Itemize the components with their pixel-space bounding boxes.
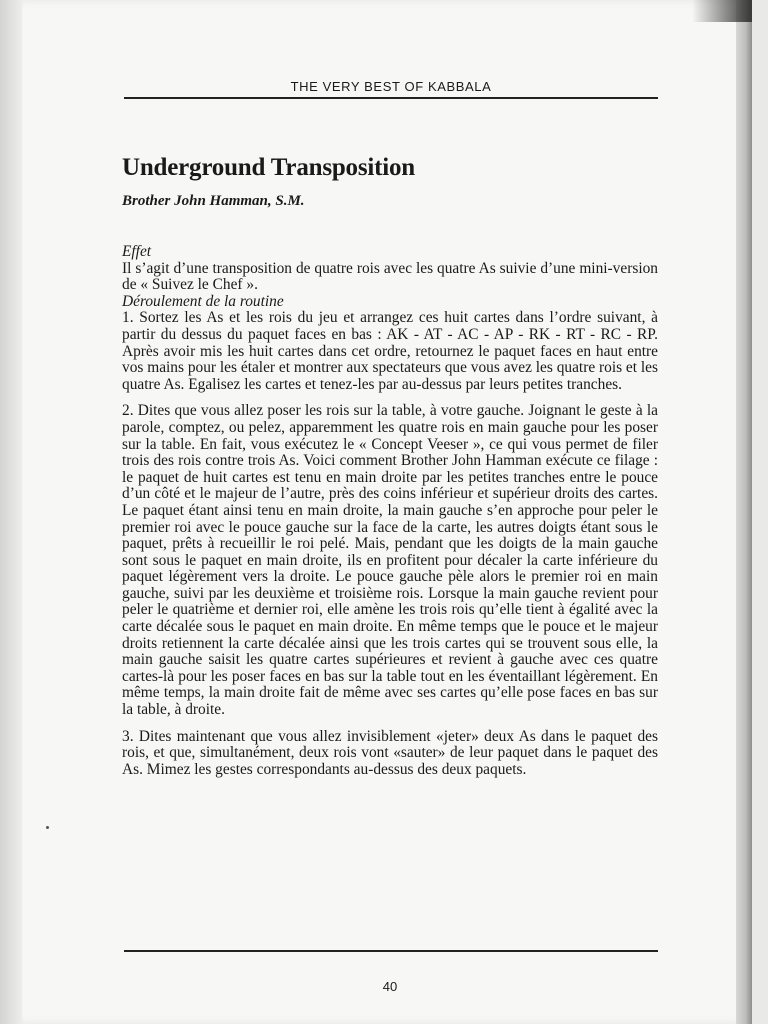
article-author: Brother John Hamman, S.M. xyxy=(122,193,305,209)
step-paragraph-2: 2. Dites que vous allez poser les rois sur la table, à votre gauche. Joignant le geste à la parole, comptez, ou pelez, apparemment les quatre rois en main gauche pour les poser sur la table. En fait, vous exécutez le « Concept Veeser », ce qui vous permet de filer trois des rois contre trois As. Voici comment Brother John Hamman exécute ce filage : le paquet de huit cartes est tenu en main droite par les petites tranches entre le pouce d’un côté et le majeur de l’autre, près des coins inférieur et supérieur droits des cartes. Le paquet étant ainsi tenu en main droite, la main gauche s’en approche pour peler le premier roi avec le pouce gauche sur la face de la carte, les autres doigts étant sous le paquet, prêts à recueillir le roi pelé. Mais, pendant que les doigts de la main gauche sont sous le paquet en main droite, ils en profitent pour décaler la carte inférieure du paquet légèrement vers la droite. Le pouce gauche pèle alors le premier roi en main gauche, suivi par les deuxième et troisième rois. Lorsque la main gauche revient pour peler le quatrième et dernier roi, elle amène les trois rois qu’elle tient à égalité avec la carte décalée sous le paquet en main droite. En même temps que le pouce et le majeur droits retiennent la carte décalée ainsi que les trois cartes qui se trouvent sous elle, la main gauche saisit les quatre cartes supérieures et revient à gauche avec ces quatre cartes-là pour les poser faces en bas sur la table tout en les éventaillant légèrement. En même temps, la main droite fait de même avec ses cartes qu’elle pose faces en bas sur la table, à droite. xyxy=(122,402,658,719)
header-rule xyxy=(124,97,658,99)
article-title: Underground Transposition xyxy=(122,154,416,181)
effect-heading: Effet xyxy=(122,243,152,260)
page-number: 40 xyxy=(382,979,398,994)
article-body xyxy=(122,244,658,778)
page-edge xyxy=(736,0,752,1024)
print-speck xyxy=(46,826,49,829)
effect-text: Il s’agit d’une transposition de quatre rois avec les quatre As suivie d’une mini-version de « Suivez le Chef ». xyxy=(122,259,658,294)
book-gutter xyxy=(0,0,22,1024)
page-corner-shadow xyxy=(692,0,752,22)
step-paragraph-3: 3. Dites maintenant que vous allez invisiblement «jeter» deux As dans le paquet des rois, et que, simultanément, deux rois vont «sauter» de leur paquet dans le paquet des As. Mimez les gestes correspondants au-dessus des deux paquets. xyxy=(122,727,658,778)
footer-rule xyxy=(124,950,658,952)
routine-heading: Déroulement de la routine xyxy=(122,292,284,310)
step-paragraph-1: 1. Sortez les As et les rois du jeu et arrangez ces huit cartes dans l’ordre suivant, à partir du dessus du paquet faces en bas : AK - AT - AC - AP - RK - RT - RC - RP. Après avoir mis les huit cartes dans cet ordre, retournez le paquet faces en haut entre vos mains pour les étaler et montrer aux spectateurs que vous avez les quatre rois et les quatre As. Egalisez les cartes et tenez-les par au-dessus par leurs petites tranches. xyxy=(122,309,658,393)
running-header: THE VERY BEST OF KABBALA xyxy=(290,79,492,94)
